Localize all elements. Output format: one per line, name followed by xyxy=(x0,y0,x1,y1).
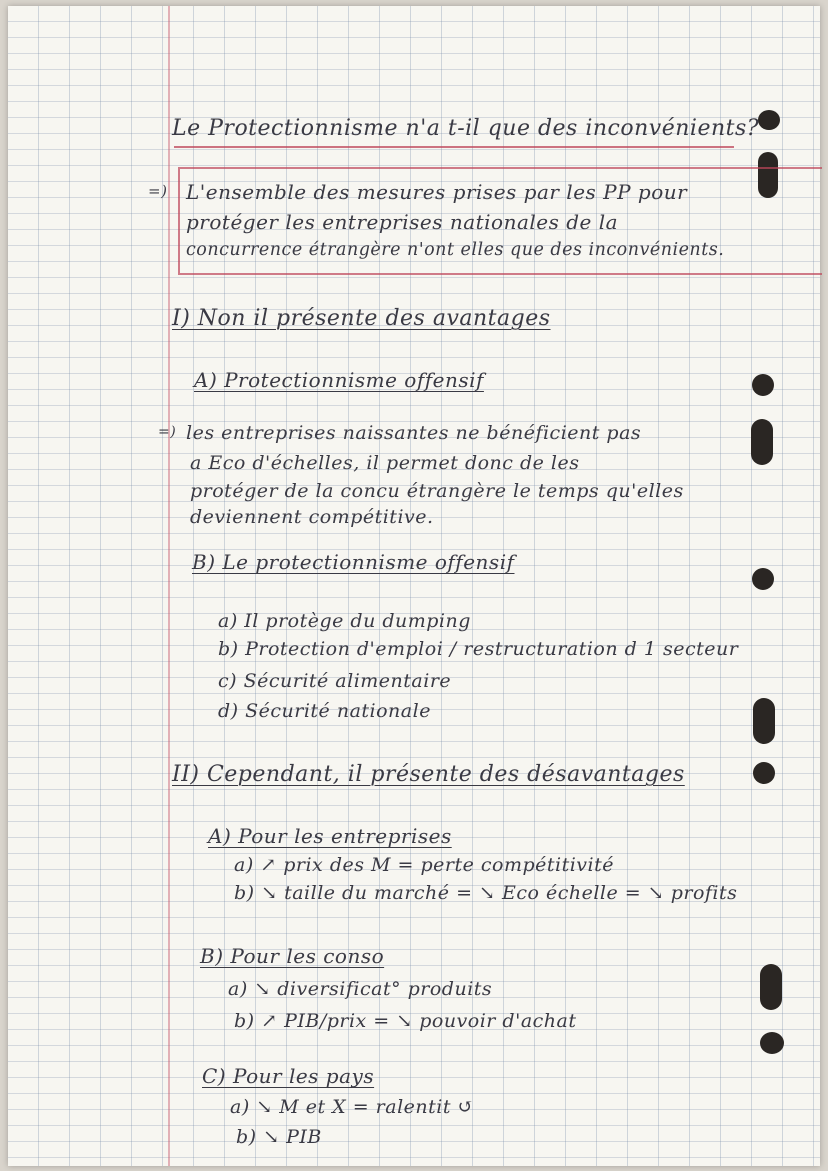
part2-a-item: b) ↘ taille du marché = ↘ Eco échelle = ↘ profits xyxy=(234,882,738,904)
part1-a-line: a Eco d'échelles, il permet donc de les xyxy=(190,452,580,474)
part2-a-heading: A) Pour les entreprises xyxy=(208,824,452,848)
binder-hole xyxy=(760,1032,784,1054)
part1-b-item: b) Protection d'emploi / restructuration d 1 secteur xyxy=(218,638,739,660)
problematique-line: concurrence étrangère n'ont elles que des inconvénients. xyxy=(186,240,725,260)
page-title: Le Protectionnisme n'a t-il que des inconvénients? xyxy=(172,116,760,141)
part1-a-line: deviennent compétitive. xyxy=(190,506,434,528)
part1-b-item: c) Sécurité alimentaire xyxy=(218,670,452,692)
problematique-line: L'ensemble des mesures prises par les PP pour xyxy=(186,180,688,204)
part1-a-heading: A) Protectionnisme offensif xyxy=(194,368,484,392)
title-underline xyxy=(174,146,734,148)
binder-hole xyxy=(753,698,775,744)
part2-b-item: b) ↗ PIB/prix = ↘ pouvoir d'achat xyxy=(234,1010,577,1032)
margin-line xyxy=(168,6,170,1166)
binder-hole xyxy=(752,568,774,590)
problematique-line: protéger les entreprises nationales de la xyxy=(186,210,619,234)
part1-heading: I) Non il présente des avantages xyxy=(172,306,551,331)
part1-a-marker: =) xyxy=(158,424,177,440)
problematique-marker: =) xyxy=(148,182,168,200)
part2-c-item: b) ↘ PIB xyxy=(236,1126,322,1148)
part2-heading: II) Cependant, il présente des désavantages xyxy=(172,762,685,787)
part1-a-line: protéger de la concu étrangère le temps qu'elles xyxy=(190,480,684,502)
part2-b-heading: B) Pour les conso xyxy=(200,944,385,968)
binder-hole xyxy=(753,762,775,784)
part2-c-item: a) ↘ M et X = ralentit ↺ xyxy=(230,1096,474,1118)
binder-hole xyxy=(758,110,780,130)
part1-b-item: a) Il protège du dumping xyxy=(218,610,471,632)
part1-b-item: d) Sécurité nationale xyxy=(218,700,431,722)
notebook-page xyxy=(8,6,820,1166)
part2-b-item: a) ↘ diversificat° produits xyxy=(228,978,493,1000)
part1-b-heading: B) Le protectionnisme offensif xyxy=(192,550,515,574)
binder-hole xyxy=(752,374,774,396)
part2-c-heading: C) Pour les pays xyxy=(202,1064,375,1088)
part2-a-item: a) ↗ prix des M = perte compétitivité xyxy=(234,854,614,876)
part1-a-line: les entreprises naissantes ne bénéficient pas xyxy=(186,422,642,444)
binder-hole xyxy=(751,419,773,465)
binder-hole xyxy=(760,964,782,1010)
